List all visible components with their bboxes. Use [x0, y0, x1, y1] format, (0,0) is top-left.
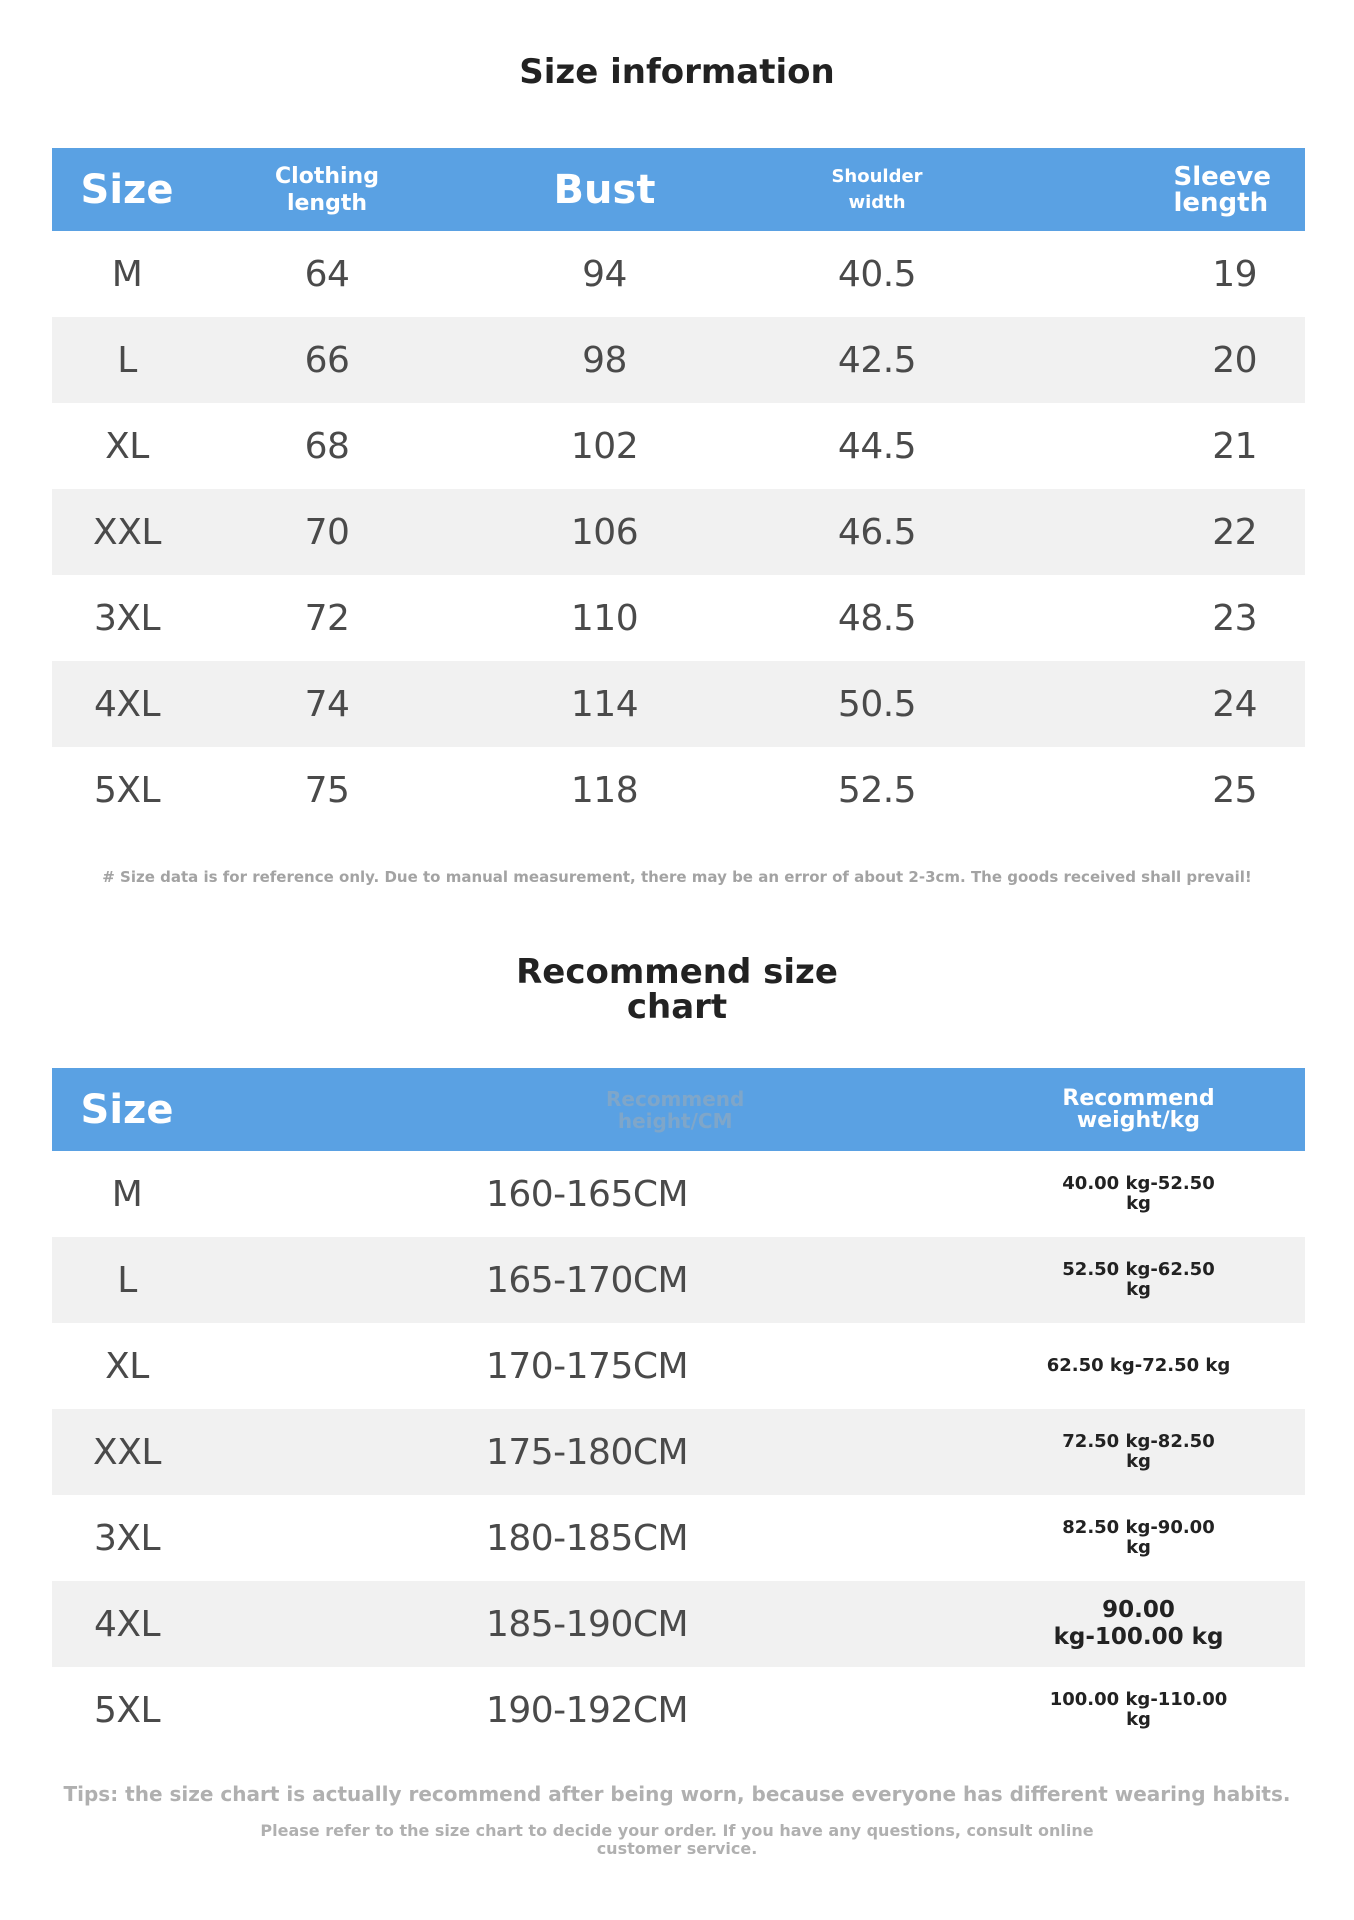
cell-clothing-length: 66: [304, 339, 350, 381]
table-row: [52, 403, 1305, 489]
recommend-table-header: [52, 1068, 1305, 1151]
cell-clothing-length: 70: [304, 511, 350, 553]
cell-weight: 40.00 kg-52.50 kg: [1062, 1173, 1215, 1214]
cell-height: 180-185CM: [485, 1517, 689, 1559]
cell-size: 5XL: [93, 769, 161, 811]
cell-shoulder-width: 42.5: [837, 339, 917, 381]
cell-size: 4XL: [93, 1603, 161, 1645]
cell-size: 4XL: [93, 683, 161, 725]
cell-clothing-length: 72: [304, 597, 350, 639]
size-information-table: [52, 148, 1305, 833]
table-row: [52, 1581, 1305, 1667]
cell-weight: 72.50 kg-82.50 kg: [1062, 1431, 1215, 1472]
cell-size: XL: [105, 1345, 149, 1387]
cell-clothing-length: 74: [304, 683, 350, 725]
table-row: [52, 1323, 1305, 1409]
table-row: [52, 317, 1305, 403]
cell-clothing-length: 68: [304, 425, 350, 467]
cell-bust: 114: [570, 683, 639, 725]
cell-weight: 90.00 kg-100.00 kg: [1053, 1597, 1224, 1650]
cell-height: 170-175CM: [485, 1345, 689, 1387]
header-sleeve-length: Sleeve length: [1173, 161, 1271, 218]
cell-size: XXL: [93, 1431, 161, 1473]
cell-bust: 98: [582, 339, 627, 381]
cell-weight: 82.50 kg-90.00 kg: [1062, 1517, 1215, 1558]
cell-height: 160-165CM: [485, 1173, 689, 1215]
size-chart-tip: Tips: the size chart is actually recommend after being worn, because everyone has different wearing habits.: [63, 1782, 1291, 1806]
cell-bust: 110: [570, 597, 639, 639]
table-row: [52, 1237, 1305, 1323]
customer-service-note: Please refer to the size chart to decide your order. If you have any questions, consult online customer service.: [260, 1821, 1094, 1858]
size-reference-note: # Size data is for reference only. Due to manual measurement, there may be an error of about 2-3cm. The goods received shall prevail!: [102, 868, 1252, 886]
table-row: [52, 1495, 1305, 1581]
cell-height: 190-192CM: [485, 1689, 689, 1731]
cell-size: M: [111, 1173, 143, 1215]
size-table-header: [52, 148, 1305, 231]
cell-height: 185-190CM: [485, 1603, 689, 1645]
table-row: [52, 747, 1305, 833]
header-shoulder-width: Shoulder width: [831, 165, 923, 213]
cell-size: XXL: [93, 511, 161, 553]
cell-shoulder-width: 50.5: [837, 683, 917, 725]
cell-bust: 118: [570, 769, 639, 811]
size-information-title: Size information: [519, 52, 835, 92]
table-row: [52, 231, 1305, 317]
cell-size: 5XL: [93, 1689, 161, 1731]
cell-clothing-length: 75: [304, 769, 350, 811]
cell-weight: 62.50 kg-72.50 kg: [1046, 1355, 1231, 1376]
header-clothing-length: Clothing length: [275, 163, 379, 216]
cell-bust: 94: [582, 253, 627, 295]
cell-shoulder-width: 48.5: [837, 597, 917, 639]
cell-bust: 102: [570, 425, 639, 467]
header-size: Size: [80, 1086, 174, 1133]
header-size: Size: [80, 166, 174, 213]
cell-sleeve-length: 22: [1212, 511, 1257, 553]
table-row: [52, 1151, 1305, 1237]
cell-clothing-length: 64: [304, 253, 350, 295]
cell-size: L: [117, 1259, 137, 1301]
cell-shoulder-width: 52.5: [837, 769, 917, 811]
cell-sleeve-length: 25: [1212, 769, 1257, 811]
header-recommend-weight: Recommend weight/kg: [1062, 1085, 1215, 1133]
cell-shoulder-width: 44.5: [837, 425, 917, 467]
header-recommend-height: Recommend height/CM: [606, 1086, 745, 1133]
cell-sleeve-length: 20: [1212, 339, 1257, 381]
cell-sleeve-length: 21: [1212, 425, 1257, 467]
cell-size: M: [111, 253, 143, 295]
cell-shoulder-width: 40.5: [837, 253, 917, 295]
recommend-size-chart-title: Recommend size chart: [516, 952, 838, 1027]
cell-size: 3XL: [93, 597, 161, 639]
table-row: [52, 661, 1305, 747]
cell-weight: 100.00 kg-110.00 kg: [1049, 1689, 1228, 1730]
table-row: [52, 575, 1305, 661]
table-row: [52, 1667, 1305, 1753]
cell-weight: 52.50 kg-62.50 kg: [1062, 1259, 1215, 1300]
cell-sleeve-length: 19: [1212, 253, 1257, 295]
table-row: [52, 1409, 1305, 1495]
header-bust: Bust: [553, 166, 656, 213]
cell-height: 165-170CM: [485, 1259, 689, 1301]
cell-sleeve-length: 23: [1212, 597, 1257, 639]
cell-sleeve-length: 24: [1212, 683, 1257, 725]
table-row: [52, 489, 1305, 575]
cell-bust: 106: [570, 511, 639, 553]
recommend-size-table: [52, 1068, 1305, 1753]
cell-shoulder-width: 46.5: [837, 511, 917, 553]
cell-height: 175-180CM: [485, 1431, 689, 1473]
cell-size: L: [117, 339, 137, 381]
cell-size: 3XL: [93, 1517, 161, 1559]
cell-size: XL: [105, 425, 149, 467]
